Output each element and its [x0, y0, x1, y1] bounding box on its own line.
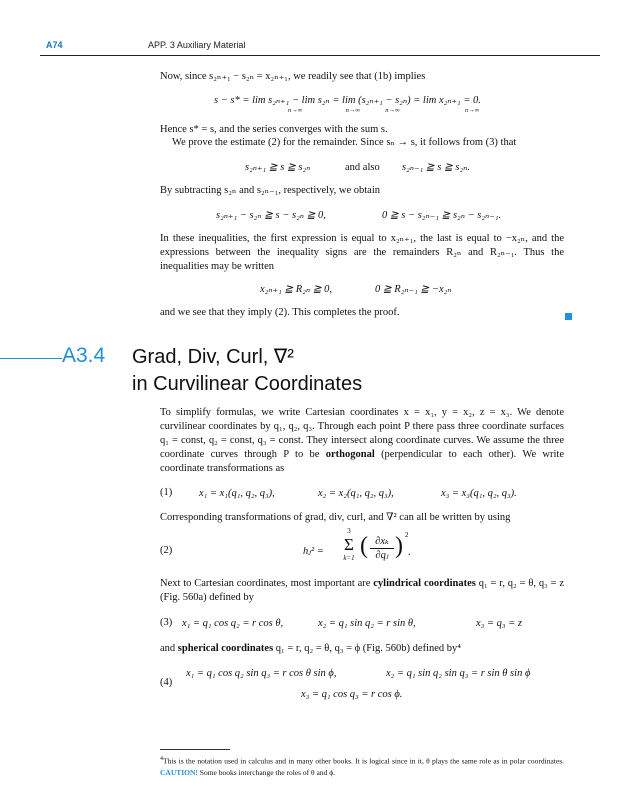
- lim-sub-3: n→∞: [385, 107, 400, 114]
- section-title: [132, 344, 362, 398]
- paragraph-1: Now, since s₂ₙ₊₁ − s₂ₙ = x₂ₙ₊₁, we readily see that (1b) implies: [160, 71, 426, 82]
- partial-fraction: [370, 535, 394, 562]
- cyl-x2: x₂ = q₁ sin q₂ = r sin θ,: [318, 618, 416, 629]
- inequality-c: s₂ₙ₊₁ − s₂ₙ ≧ s − s₂ₙ ≧ 0,: [216, 210, 326, 221]
- sum-lower: k=1: [343, 554, 355, 562]
- cyl-x1: x₁ = q₁ cos q₂ = r cos θ,: [182, 618, 284, 629]
- limit-subscripts: [288, 107, 479, 115]
- sph-x1: x₁ = q₁ cos q₂ sin q₃ = r cos θ sin ϕ,: [186, 668, 337, 679]
- lim-sub-2: n→∞: [345, 107, 361, 114]
- fraction-denominator: ∂qⱼ: [375, 550, 389, 561]
- footnote-tail: Some books interchange the roles of θ and ϕ.: [199, 767, 336, 777]
- paragraph-4: By subtracting s₂ₙ and s₂ₙ₋₁, respectively, we obtain: [160, 185, 381, 196]
- section-rule: [0, 358, 62, 359]
- paragraph-9-post: q₁ = r, q₂ = θ, q₃ = z (Fig. 560a) defined by: [160, 578, 565, 603]
- footnote-mark: 4: [160, 756, 163, 762]
- square-exponent: 2: [405, 531, 409, 539]
- equation-label-1: (1): [160, 487, 173, 498]
- page-number: A74: [46, 40, 63, 50]
- paragraph-10-post: q₁ = r, q₂ = θ, q₃ = ϕ (Fig. 560b) defined by⁴: [275, 643, 461, 654]
- paragraph-10-pre: and: [160, 643, 176, 654]
- lim-sub-4: n→∞: [464, 107, 480, 114]
- remainder-ineq-a: x₂ₙ₊₁ ≧ R₂ₙ ≧ 0,: [260, 284, 333, 295]
- end-of-proof-icon: [565, 313, 572, 320]
- paragraph-5: In these inequalities, the first expression is equal to x₂ₙ₊₁, the last is equal to −x₂ₙ, and the expressions between the inequality signs are the remainders R₂ₙ and R₂ₙ₋₁. Thus the inequalities may be written: [160, 233, 564, 272]
- transform-x2: x₂ = x₂(q₁, q₂, q₃),: [318, 488, 394, 499]
- equation-label-4: (4): [160, 677, 173, 688]
- running-header: [0, 38, 639, 56]
- section-title-line-2: in Curvilinear Coordinates: [132, 373, 363, 395]
- cyl-x3: x₃ = q₃ = z: [476, 618, 522, 629]
- inequality-a: s₂ₙ₊₁ ≧ s ≧ s₂ₙ: [245, 162, 311, 173]
- running-title: APP. 3 Auxiliary Material: [148, 40, 246, 50]
- paragraph-2: Hence s* = s, and the series converges with the sum s.: [160, 124, 388, 135]
- fraction-numerator: ∂xₖ: [375, 536, 389, 547]
- section-title-line-1: Grad, Div, Curl, ∇²: [132, 346, 294, 368]
- header-rule: [40, 55, 600, 56]
- paragraph-7: [160, 406, 564, 476]
- equation-limit: [214, 94, 481, 108]
- section-number: A3.4: [62, 344, 106, 367]
- orthogonal-term: orthogonal: [325, 449, 375, 460]
- paragraph-8: Corresponding transformations of grad, div, curl, and ∇² can all be written by using: [160, 512, 511, 523]
- transform-x1: x₁ = x₁(q₁, q₂, q₃),: [199, 488, 275, 499]
- caution-label: CAUTION!: [160, 767, 198, 777]
- sph-x2: x₂ = q₁ sin q₂ sin q₃ = r sin θ sin ϕ: [386, 668, 531, 679]
- footnote-text: This is the notation used in calculus and in many other books. It is logical since in it, θ plays the same role as in polar coordinates.: [163, 756, 564, 766]
- paragraph-9: [160, 577, 564, 605]
- paragraph-9-pre: Next to Cartesian coordinates, most important are: [160, 578, 371, 589]
- paragraph-10: [160, 642, 564, 656]
- inequality-b: s₂ₙ₋₁ ≧ s ≧ s₂ₙ.: [402, 162, 470, 173]
- sph-x3: x₃ = q₁ cos q₃ = r cos ϕ.: [301, 689, 403, 700]
- spherical-term: spherical coordinates: [177, 643, 274, 654]
- paren-open: (: [360, 533, 368, 559]
- lim-sub-1: n→∞: [288, 107, 303, 114]
- sum-upper: 3: [347, 527, 351, 535]
- remainder-ineq-b: 0 ≧ R₂ₙ₋₁ ≧ −x₂ₙ: [375, 284, 452, 295]
- metric-lhs: hⱼ² =: [303, 546, 324, 557]
- inequality-and: and also: [345, 162, 380, 173]
- equation-limit-text: s − s* = lim s₂ₙ₊₁ − lim s₂ₙ = lim (s₂ₙ₊₁ − s₂ₙ) = lim x₂ₙ₊₁ = 0.: [214, 95, 481, 106]
- equation-label-2: (2): [160, 545, 173, 556]
- equation-label-3: (3): [160, 617, 173, 628]
- inequality-d: 0 ≧ s − s₂ₙ₋₁ ≧ s₂ₙ − s₂ₙ₋₁.: [382, 210, 502, 221]
- sum-icon: Σ: [344, 535, 354, 554]
- paragraph-6: and we see that they imply (2). This completes the proof.: [160, 307, 400, 318]
- summation: [340, 527, 358, 563]
- paren-close: ): [395, 533, 403, 559]
- cylindrical-term: cylindrical coordinates: [373, 578, 476, 589]
- paragraph-7-tail: (perpendicular to each other). We write coordinate transformations as: [160, 449, 564, 474]
- transform-x3: x₃ = x₃(q₁, q₂, q₃).: [441, 488, 517, 499]
- paragraph-7-text: To simplify formulas, we write Cartesian coordinates x = x₁, y = x₂, z = x₃. We denote curvilinear coordinates by q₁, q₂, q₃. Through each point P there pass three coordinate surfaces q₁ = const, q₂ = const, q₃ = const. They intersect along coordinate curves. We assume the three coordinate curves through P to be: [160, 407, 564, 460]
- paragraph-3: We prove the estimate (2) for the remainder. Since sₙ → s, it follows from (3) that: [172, 137, 517, 148]
- footnote: [160, 754, 564, 778]
- metric-period: .: [408, 547, 411, 558]
- footnote-rule: [160, 749, 230, 750]
